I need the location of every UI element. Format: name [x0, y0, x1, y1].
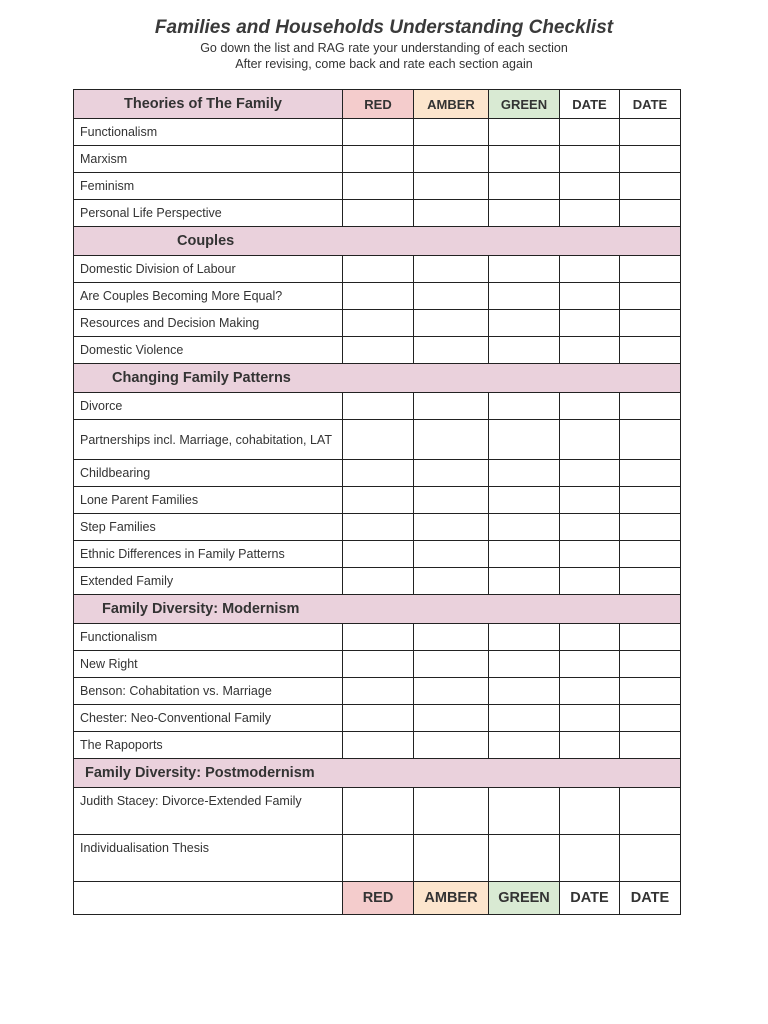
topic-label: Ethnic Differences in Family Patterns [74, 541, 343, 568]
green-rating-cell[interactable] [489, 283, 560, 310]
green-rating-cell[interactable] [489, 310, 560, 337]
red-rating-cell[interactable] [343, 146, 414, 173]
checklist-table [73, 89, 681, 915]
red-column-header: RED [343, 90, 414, 119]
date-cell[interactable] [560, 256, 620, 283]
red-rating-cell[interactable] [343, 568, 414, 595]
amber-rating-cell[interactable] [414, 310, 489, 337]
table-row [74, 732, 681, 759]
instruction-line-2: After revising, come back and rate each section again [235, 57, 533, 71]
date-cell[interactable] [560, 678, 620, 705]
date-cell[interactable] [560, 146, 620, 173]
amber-column-header: AMBER [414, 90, 489, 119]
red-rating-cell[interactable] [343, 173, 414, 200]
green-rating-cell[interactable] [489, 460, 560, 487]
date-cell[interactable] [560, 487, 620, 514]
amber-rating-cell[interactable] [414, 420, 489, 460]
date-cell[interactable] [620, 514, 681, 541]
topic-label: Domestic Violence [74, 337, 343, 364]
date-cell[interactable] [620, 420, 681, 460]
table-row [74, 541, 681, 568]
table-row [74, 835, 681, 882]
topic-label: Resources and Decision Making [74, 310, 343, 337]
date-cell[interactable] [620, 835, 681, 882]
date-cell[interactable] [560, 310, 620, 337]
date-column-header: DATE [560, 90, 620, 119]
section-title: Changing Family Patterns [74, 364, 681, 393]
table-row [74, 651, 681, 678]
red-rating-cell[interactable] [343, 393, 414, 420]
date-cell[interactable] [560, 460, 620, 487]
red-rating-cell[interactable] [343, 337, 414, 364]
date-cell[interactable] [560, 119, 620, 146]
red-rating-cell[interactable] [343, 283, 414, 310]
green-rating-cell[interactable] [489, 119, 560, 146]
green-column-footer: GREEN [489, 882, 560, 915]
date-cell[interactable] [620, 337, 681, 364]
topic-label: New Right [74, 651, 343, 678]
section-title: Theories of The Family [74, 90, 343, 119]
amber-rating-cell[interactable] [414, 788, 489, 835]
topic-label: Domestic Division of Labour [74, 256, 343, 283]
table-row [74, 624, 681, 651]
table-row [74, 678, 681, 705]
green-rating-cell[interactable] [489, 678, 560, 705]
date-cell[interactable] [560, 568, 620, 595]
red-column-footer: RED [343, 882, 414, 915]
amber-rating-cell[interactable] [414, 200, 489, 227]
green-rating-cell[interactable] [489, 705, 560, 732]
amber-rating-cell[interactable] [414, 651, 489, 678]
amber-rating-cell[interactable] [414, 514, 489, 541]
date-cell[interactable] [620, 310, 681, 337]
green-rating-cell[interactable] [489, 624, 560, 651]
date-cell[interactable] [560, 393, 620, 420]
green-rating-cell[interactable] [489, 835, 560, 882]
topic-label: Extended Family [74, 568, 343, 595]
amber-rating-cell[interactable] [414, 173, 489, 200]
date-cell[interactable] [560, 420, 620, 460]
red-rating-cell[interactable] [343, 420, 414, 460]
amber-rating-cell[interactable] [414, 568, 489, 595]
instruction-line-1: Go down the list and RAG rate your understanding of each section [200, 41, 568, 55]
section-header-row [74, 364, 681, 393]
date-cell[interactable] [560, 705, 620, 732]
green-rating-cell[interactable] [489, 541, 560, 568]
green-rating-cell[interactable] [489, 337, 560, 364]
page-title: Families and Households Understanding Checklist [154, 17, 614, 38]
date-cell[interactable] [620, 173, 681, 200]
amber-rating-cell[interactable] [414, 541, 489, 568]
date-cell[interactable] [560, 173, 620, 200]
topic-label: Divorce [74, 393, 343, 420]
date-cell[interactable] [560, 651, 620, 678]
red-rating-cell[interactable] [343, 310, 414, 337]
topic-label: Benson: Cohabitation vs. Marriage [74, 678, 343, 705]
date-cell[interactable] [620, 788, 681, 835]
date-cell[interactable] [620, 624, 681, 651]
date-cell[interactable] [560, 514, 620, 541]
table-row [74, 337, 681, 364]
red-rating-cell[interactable] [343, 788, 414, 835]
table-row [74, 256, 681, 283]
date-cell[interactable] [620, 256, 681, 283]
topic-label: Personal Life Perspective [74, 200, 343, 227]
green-column-header: GREEN [489, 90, 560, 119]
table-row [74, 460, 681, 487]
red-rating-cell[interactable] [343, 835, 414, 882]
table-row [74, 393, 681, 420]
topic-label: Are Couples Becoming More Equal? [74, 283, 343, 310]
red-rating-cell[interactable] [343, 705, 414, 732]
date-cell[interactable] [560, 283, 620, 310]
amber-rating-cell[interactable] [414, 624, 489, 651]
topic-label: Individualisation Thesis [74, 835, 343, 882]
amber-rating-cell[interactable] [414, 119, 489, 146]
table-row [74, 283, 681, 310]
amber-rating-cell[interactable] [414, 146, 489, 173]
red-rating-cell[interactable] [343, 200, 414, 227]
date-cell[interactable] [560, 200, 620, 227]
date-column-footer: DATE [620, 882, 681, 915]
topic-label: Partnerships incl. Marriage, cohabitation, LAT [74, 420, 343, 460]
table-row [74, 420, 681, 460]
topic-label: Childbearing [74, 460, 343, 487]
table-row [74, 514, 681, 541]
amber-rating-cell[interactable] [414, 732, 489, 759]
section-header-row [74, 595, 681, 624]
table-row [74, 119, 681, 146]
section-header-row [74, 227, 681, 256]
table-row [74, 146, 681, 173]
date-cell[interactable] [620, 283, 681, 310]
date-cell[interactable] [620, 146, 681, 173]
green-rating-cell[interactable] [489, 568, 560, 595]
date-cell[interactable] [620, 732, 681, 759]
green-rating-cell[interactable] [489, 173, 560, 200]
date-cell[interactable] [620, 119, 681, 146]
date-cell[interactable] [620, 568, 681, 595]
topic-label: Feminism [74, 173, 343, 200]
table-row [74, 200, 681, 227]
amber-rating-cell[interactable] [414, 256, 489, 283]
red-rating-cell[interactable] [343, 460, 414, 487]
amber-rating-cell[interactable] [414, 460, 489, 487]
date-cell[interactable] [620, 651, 681, 678]
section-header-row [74, 90, 681, 119]
green-rating-cell[interactable] [489, 146, 560, 173]
topic-label: Marxism [74, 146, 343, 173]
date-cell[interactable] [620, 678, 681, 705]
green-rating-cell[interactable] [489, 514, 560, 541]
red-rating-cell[interactable] [343, 119, 414, 146]
topic-label: Judith Stacey: Divorce-Extended Family [74, 788, 343, 835]
table-row [74, 173, 681, 200]
date-column-footer: DATE [560, 882, 620, 915]
red-rating-cell[interactable] [343, 256, 414, 283]
red-rating-cell[interactable] [343, 678, 414, 705]
green-rating-cell[interactable] [489, 256, 560, 283]
amber-rating-cell[interactable] [414, 393, 489, 420]
red-rating-cell[interactable] [343, 487, 414, 514]
date-cell[interactable] [560, 788, 620, 835]
date-cell[interactable] [620, 705, 681, 732]
green-rating-cell[interactable] [489, 788, 560, 835]
green-rating-cell[interactable] [489, 487, 560, 514]
footer-row [74, 882, 681, 915]
table-row [74, 788, 681, 835]
table-row [74, 568, 681, 595]
amber-rating-cell[interactable] [414, 487, 489, 514]
green-rating-cell[interactable] [489, 200, 560, 227]
amber-rating-cell[interactable] [414, 705, 489, 732]
date-column-header: DATE [620, 90, 681, 119]
date-cell[interactable] [560, 337, 620, 364]
date-cell[interactable] [620, 393, 681, 420]
green-rating-cell[interactable] [489, 651, 560, 678]
date-cell[interactable] [560, 624, 620, 651]
topic-label: Lone Parent Families [74, 487, 343, 514]
date-cell[interactable] [620, 460, 681, 487]
date-cell[interactable] [560, 732, 620, 759]
red-rating-cell[interactable] [343, 514, 414, 541]
topic-label: The Rapoports [74, 732, 343, 759]
topic-label: Chester: Neo-Conventional Family [74, 705, 343, 732]
section-title: Family Diversity: Postmodernism [74, 759, 681, 788]
table-row [74, 705, 681, 732]
amber-rating-cell[interactable] [414, 337, 489, 364]
table-row [74, 487, 681, 514]
section-title: Couples [74, 227, 681, 256]
section-title: Family Diversity: Modernism [74, 595, 681, 624]
topic-label: Functionalism [74, 624, 343, 651]
amber-rating-cell[interactable] [414, 678, 489, 705]
red-rating-cell[interactable] [343, 651, 414, 678]
amber-rating-cell[interactable] [414, 835, 489, 882]
red-rating-cell[interactable] [343, 624, 414, 651]
topic-label: Step Families [74, 514, 343, 541]
green-rating-cell[interactable] [489, 732, 560, 759]
date-cell[interactable] [620, 487, 681, 514]
amber-rating-cell[interactable] [414, 283, 489, 310]
section-header-row [74, 759, 681, 788]
date-cell[interactable] [620, 541, 681, 568]
amber-column-footer: AMBER [414, 882, 489, 915]
page-header [0, 16, 768, 72]
table-row [74, 310, 681, 337]
footer-empty-cell [74, 882, 343, 915]
date-cell[interactable] [560, 835, 620, 882]
date-cell[interactable] [620, 200, 681, 227]
green-rating-cell[interactable] [489, 393, 560, 420]
red-rating-cell[interactable] [343, 732, 414, 759]
topic-label: Functionalism [74, 119, 343, 146]
red-rating-cell[interactable] [343, 541, 414, 568]
green-rating-cell[interactable] [489, 420, 560, 460]
date-cell[interactable] [560, 541, 620, 568]
